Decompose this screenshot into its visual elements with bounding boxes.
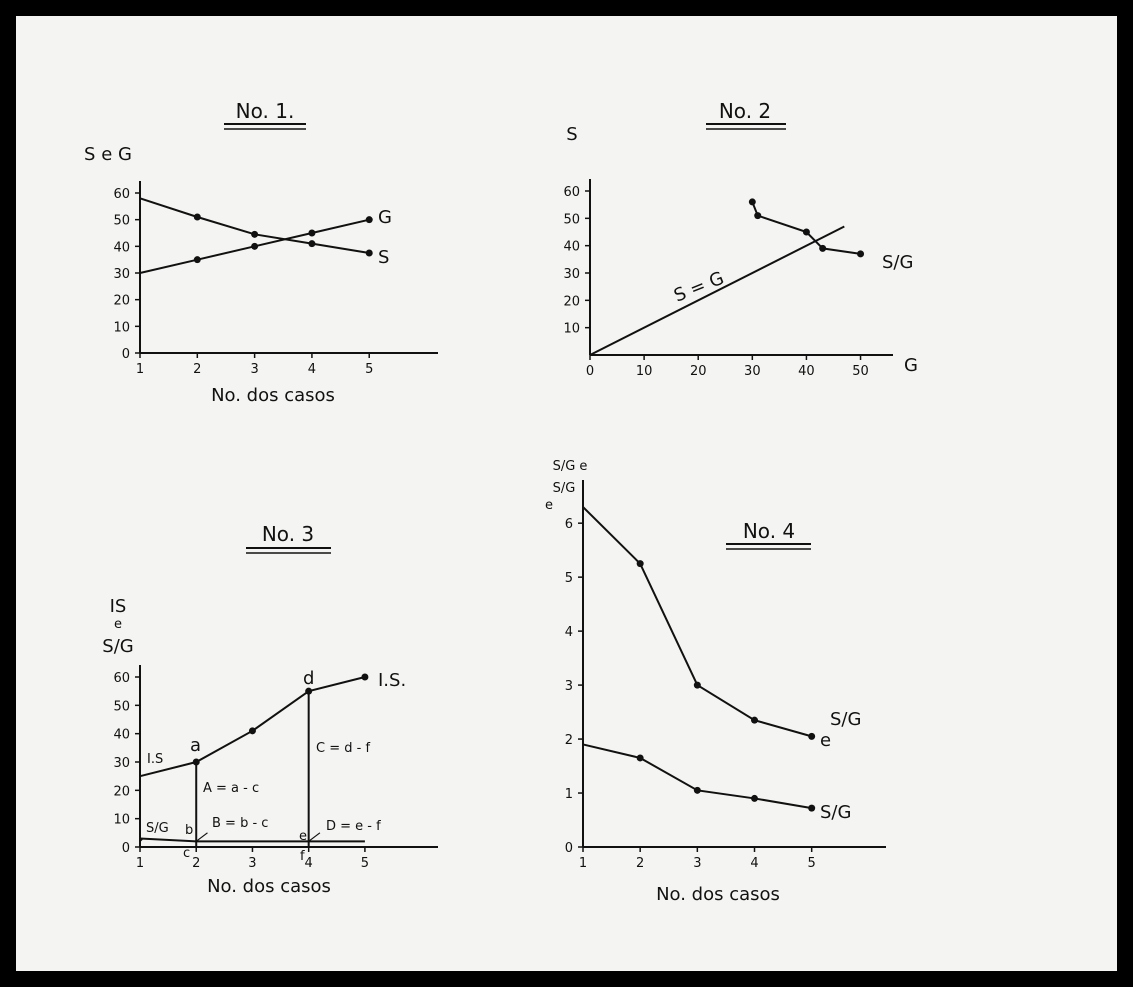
chart-3-x-tick-label: 5 — [360, 856, 370, 871]
chart-3-eq-c: C = d - f — [316, 741, 371, 756]
chart-1-x-tick-label: 4 — [307, 362, 317, 377]
chart-2-reference-line-label: S = G — [671, 267, 727, 307]
chart-2-series-label: S/G — [882, 252, 914, 273]
chart-4-x-tick-label: 5 — [807, 856, 816, 871]
chart-1-series-s-label: S — [378, 247, 390, 268]
chart-3-ylabel-line-1: IS — [109, 596, 127, 617]
chart-3-title: No. 3 — [261, 522, 315, 546]
chart-2-x-tick-label: 10 — [635, 364, 653, 379]
chart-3-series-is-point — [361, 674, 368, 681]
chart-4-series-sg-point — [694, 787, 701, 794]
chart-4-series-sg-point — [751, 795, 758, 802]
chart-1-y-tick-label: 10 — [113, 320, 130, 336]
chart-4-y-tick-label: 1 — [564, 787, 573, 803]
chart-3-ylabel-line-3: S/G — [102, 636, 134, 657]
chart-1-y-tick-label: 50 — [113, 213, 130, 229]
chart-4-ylabel-line-3: e — [545, 498, 553, 513]
chart-2-x-tick-label: 30 — [744, 364, 761, 379]
chart-1-series-g-point — [251, 243, 258, 250]
chart-4-series-sg-e-point — [751, 717, 758, 724]
chart-3-point-d-label: d — [303, 668, 315, 689]
chart-2-y-tick-label: 40 — [563, 239, 580, 255]
chart-3-point-c-label: c — [183, 846, 191, 861]
chart-1-x-tick-label: 1 — [135, 362, 145, 377]
chart-3-eq-a: A = a - c — [203, 781, 260, 796]
chart-2-x-tick-label: 0 — [585, 364, 595, 379]
chart-2-y-tick-label: 60 — [563, 185, 580, 200]
chart-3-x-tick-label: 3 — [248, 856, 257, 871]
chart-4-upper-series-label: S/G — [830, 709, 862, 730]
chart-3-point-b-label: b — [185, 823, 194, 838]
chart-3-ylabel-line-2: e — [114, 617, 122, 632]
chart-3-y-tick-label: 30 — [113, 756, 130, 771]
chart-2-series-sg-point — [857, 250, 864, 257]
chart-2-series-sg-point — [754, 212, 761, 219]
chart-1-y-tick-label: 20 — [113, 293, 130, 309]
chart-3-y-tick-label: 0 — [121, 841, 130, 856]
chart-1-series-g-point — [366, 216, 373, 223]
chart-3-xlabel: No. dos casos — [207, 876, 331, 897]
chart-3-y-tick-label: 50 — [113, 699, 130, 715]
chart-3-y-tick-label: 20 — [113, 784, 130, 800]
chart-4-x-tick-label: 2 — [636, 856, 645, 871]
chart-4-y-tick-label: 4 — [564, 625, 573, 641]
chart-2-series-sg-point — [803, 229, 810, 236]
chart-1-y-tick-label: 0 — [121, 347, 130, 362]
chart-3-x-tick-label: 2 — [192, 856, 201, 871]
chart-4-ylabel-line-2: S/G — [552, 481, 576, 496]
chart-1-y-tick-label: 30 — [113, 267, 130, 282]
chart-1-x-tick-label: 5 — [365, 362, 374, 377]
chart-4-y-tick-label: 5 — [564, 571, 573, 587]
chart-2-series-sg-point — [749, 198, 756, 205]
chart-3-point-a-label: a — [190, 735, 202, 756]
chart-3-series-end-label: I.S. — [378, 670, 407, 691]
chart-1-series-s-point — [251, 231, 258, 238]
chart-2-x-tick-label: 50 — [852, 364, 869, 379]
chart-4-title: No. 4 — [742, 519, 796, 543]
chart-3-x-tick-label: 1 — [135, 856, 145, 871]
chart-2-x-tick-label: 20 — [689, 364, 707, 379]
chart-1-series-g-label: G — [378, 207, 392, 228]
chart-1-series-s-point — [308, 240, 315, 247]
chart-3-point-e-label: e — [299, 829, 307, 844]
chart-2-xlabel: G — [904, 355, 918, 376]
chart-1-y-tick-label: 60 — [113, 187, 130, 202]
chart-1-xlabel: No. dos casos — [211, 385, 335, 406]
chart-4-series-sg-e-point — [808, 733, 815, 740]
chart-1-series-s-point — [366, 250, 373, 257]
chart-1-y-tick-label: 40 — [113, 240, 130, 256]
chart-1-series-g-point — [194, 256, 201, 263]
chart-4-xlabel: No. dos casos — [656, 884, 780, 905]
chart-4-series-sg-e-point — [637, 560, 644, 567]
chart-3-sg-label: S/G — [146, 821, 169, 836]
chart-2-y-tick-label: 30 — [563, 267, 580, 282]
chart-4-y-tick-label: 2 — [564, 733, 573, 749]
chart-3-series-start-label: I.S — [147, 752, 164, 767]
chart-3-point-f-label: f — [300, 849, 305, 864]
chart-4-y-tick-label: 6 — [564, 517, 573, 533]
chart-2-x-tick-label: 40 — [798, 364, 815, 379]
chart-3-y-tick-label: 40 — [113, 727, 130, 743]
chart-3-eq-b: B = b - c — [212, 816, 269, 831]
chart-4-lower-series-label: S/G — [820, 802, 852, 823]
chart-1-x-tick-label: 2 — [193, 362, 202, 377]
chart-4-y-tick-label: 3 — [564, 679, 573, 695]
chart-3-y-tick-label: 10 — [113, 812, 130, 828]
chart-2-y-tick-label: 10 — [563, 321, 580, 337]
chart-2-title: No. 2 — [718, 99, 772, 123]
chart-1-ylabel: S e G — [84, 144, 132, 165]
chart-4-y-tick-label: 0 — [564, 841, 573, 856]
chart-1-title: No. 1. — [235, 99, 295, 123]
chart-2-series-sg-point — [819, 245, 826, 252]
chart-1-series-g-point — [308, 230, 315, 237]
chart-4-series-sg-point — [808, 805, 815, 812]
chart-3-x-tick-label: 4 — [304, 856, 313, 871]
chart-3-eq-d: D = e - f — [326, 819, 381, 834]
chart-3-series-is-point — [249, 727, 256, 734]
chart-2-y-tick-label: 20 — [563, 294, 580, 310]
chart-4-x-tick-label: 4 — [750, 856, 759, 871]
chart-4-series-sg-e-point — [694, 682, 701, 689]
chart-4-x-tick-label: 3 — [693, 856, 702, 871]
chart-1-series-s-point — [194, 214, 201, 221]
chart-1-x-tick-label: 3 — [250, 362, 259, 377]
chart-4-upper-series-label-e: e — [820, 730, 832, 751]
chart-3-y-tick-label: 60 — [113, 671, 130, 686]
chart-4-ylabel-line-1: S/G e — [552, 459, 588, 474]
chart-2-y-tick-label: 50 — [563, 212, 580, 228]
chart-4-x-tick-label: 1 — [578, 856, 588, 871]
chart-4-series-sg-point — [637, 754, 644, 761]
chart-2-ylabel: S — [566, 124, 578, 145]
